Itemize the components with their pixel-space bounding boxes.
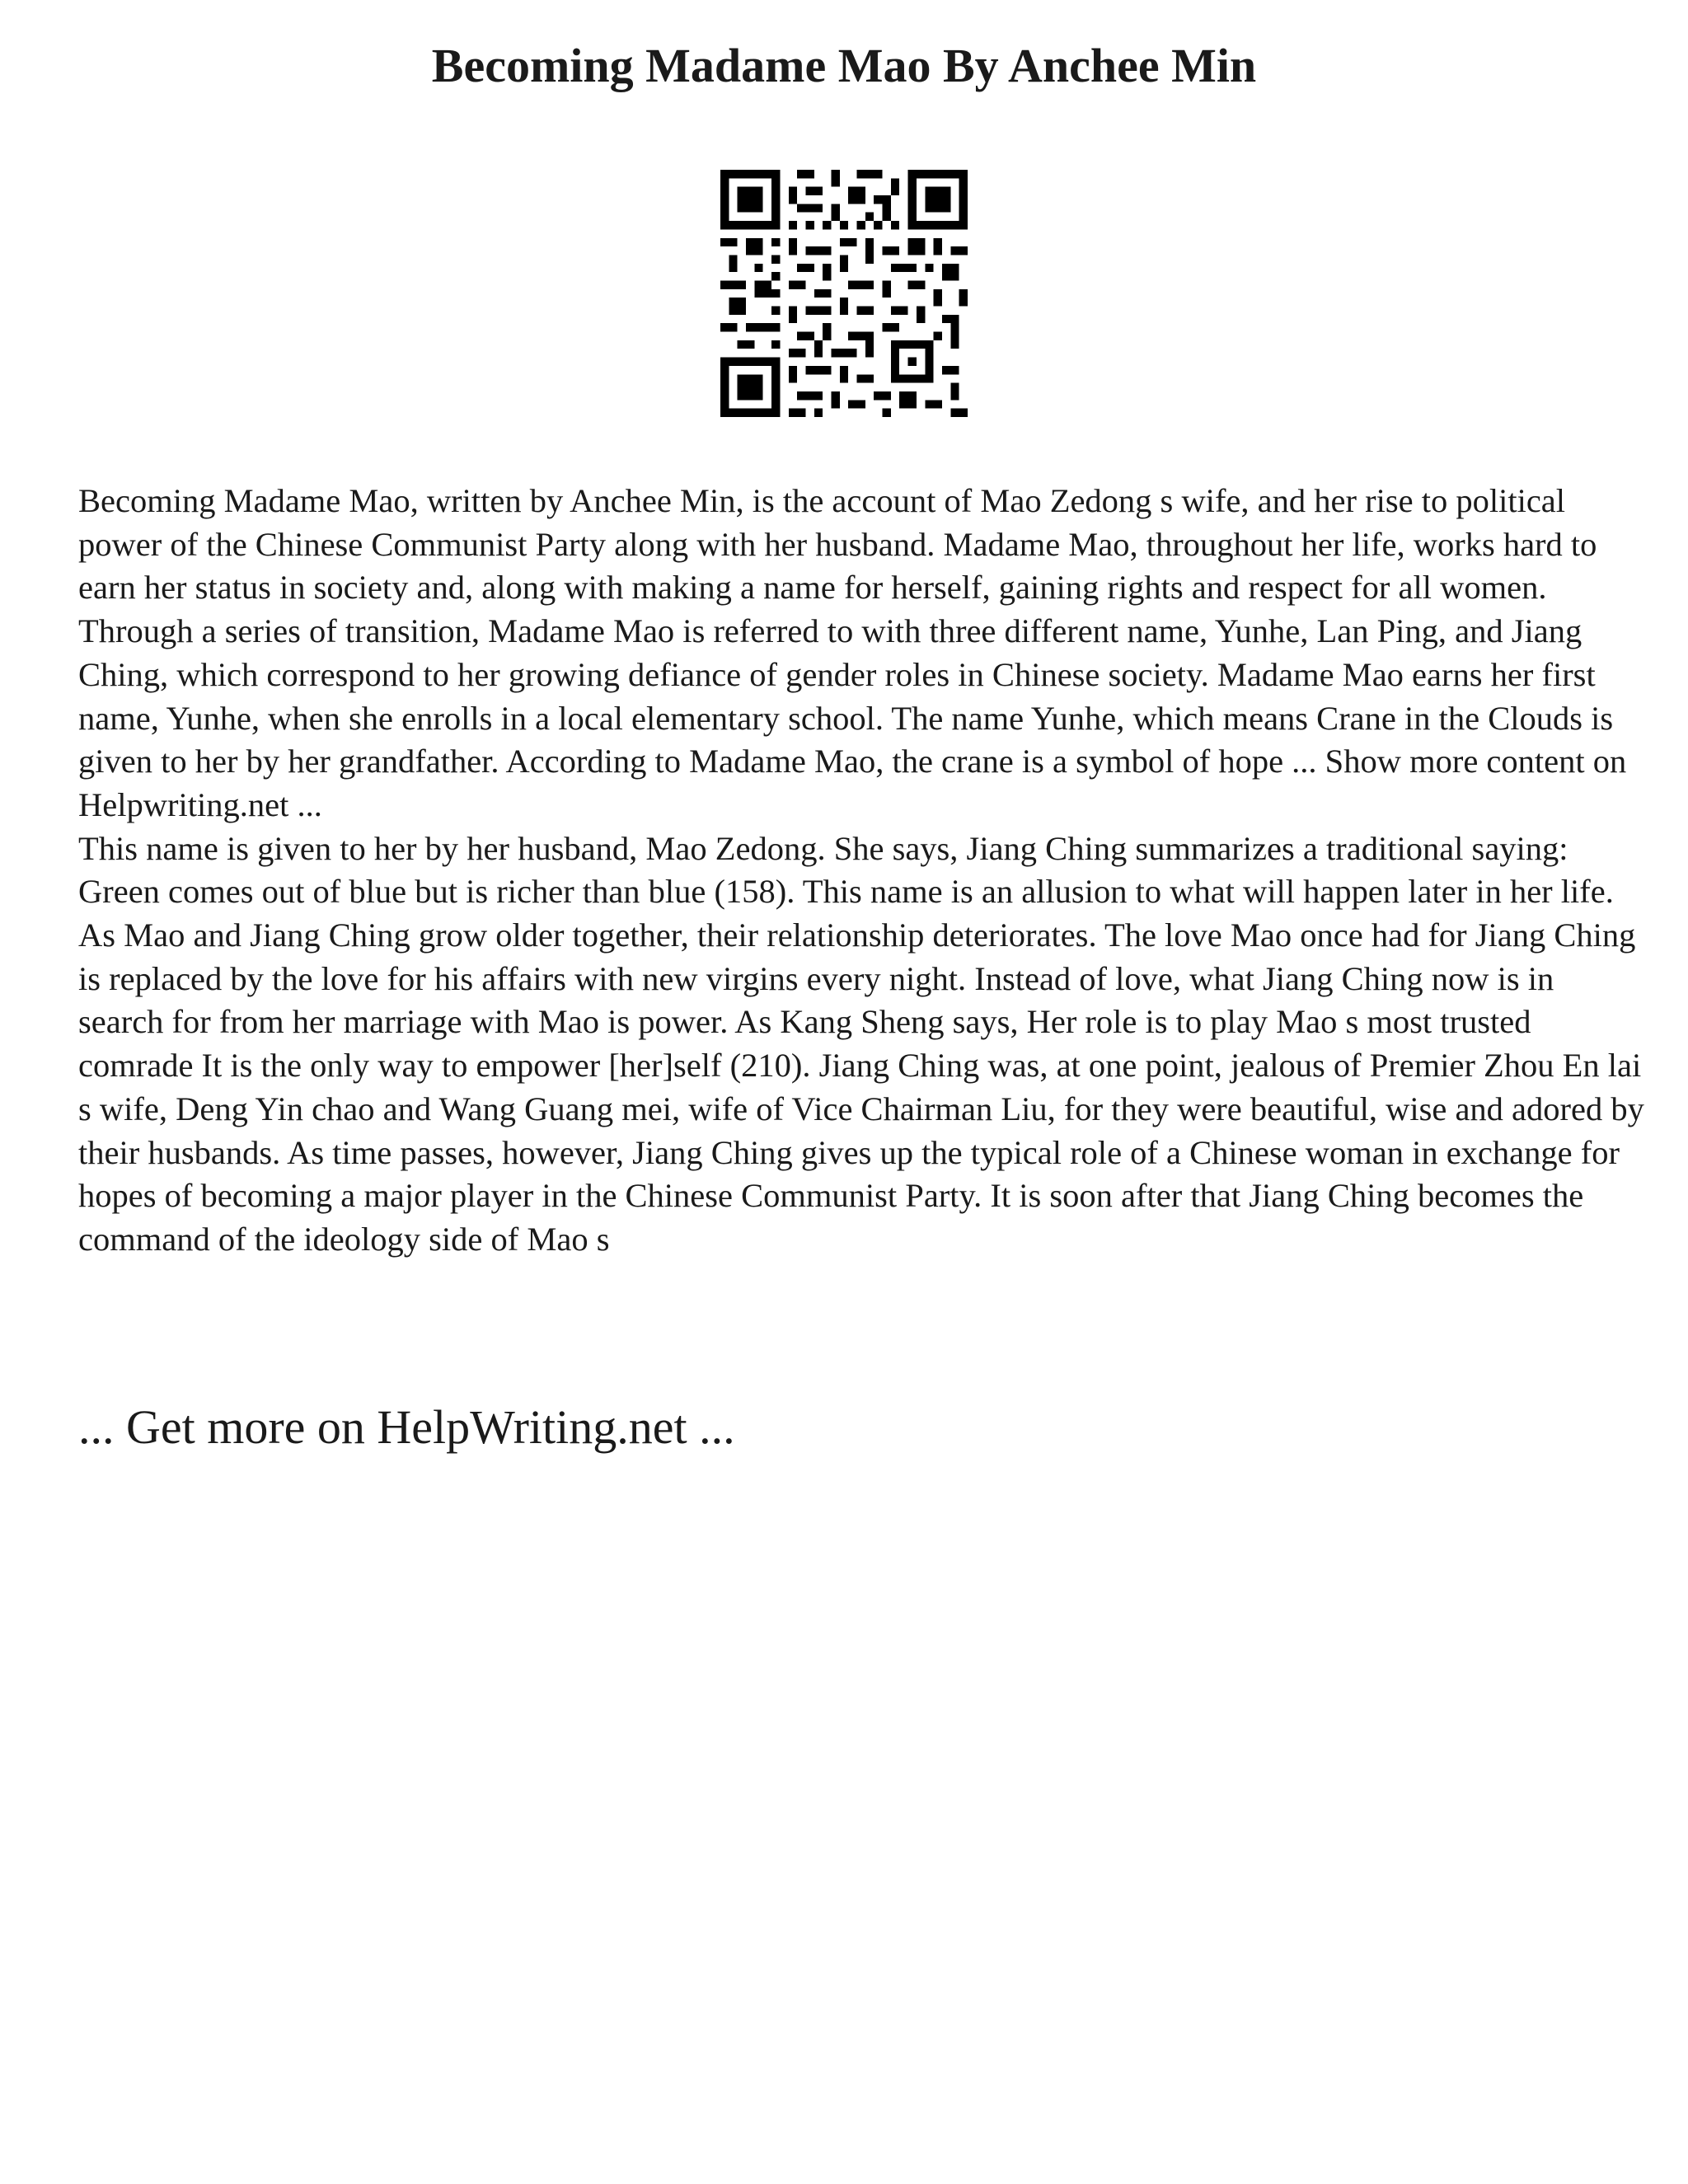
get-more-link[interactable]: ... Get more on HelpWriting.net ... [78,1400,735,1454]
paragraph-1: Becoming Madame Mao, written by Anchee Min, is the account of Mao Zedong s wife, and her rise to political power of the Chinese Communist Party along with her husband. Madame Mao, throughout her life, works hard to earn her status in society and, along with making a name for herself, gaining rights and respect for all women. Through a series of transition, Madame Mao is referred to with three different name, Yunhe, Lan Ping, and Jiang Ching, which correspond to her growing defiance of gender roles in Chinese society. Madame Mao earns her first name, Yunhe, when she enrolls in a local elementary school. The name Yunhe, which means Crane in the Clouds is given to her by her grandfather. According to Madame Mao, the crane is a symbol of hope ... Show more content on Helpwriting.net ... [78,482,1627,823]
paragraph-2: This name is given to her by her husband, Mao Zedong. She says, Jiang Ching summarizes a traditional saying: Green comes out of blue but is richer than blue (158). This name is an allusion to what will happen later in her life. As Mao and Jiang Ching grow older together, their relationship deteriorates. The love Mao once had for Jiang Ching is replaced by the love for his affairs with new virgins every night. Instead of love, what Jiang Ching now is in search for from her marriage with Mao is power. As Kang Sheng says, Her role is to play Mao s most trusted comrade It is the only way to empower [her]self (210). Jiang Ching was, at one point, jealous of Premier Zhou En lai s wife, Deng Yin chao and Wang Guang mei, wife of Vice Chairman Liu, for they were beautiful, wise and adored by their husbands. As time passes, however, Jiang Ching gives up the typical role of a Chinese woman in exchange for hopes of becoming a major player in the Chinese Communist Party. It is soon after that Jiang Ching becomes the command of the ideology side of Mao s [78,829,1644,1258]
qr-code [720,170,968,417]
document-title: Becoming Madame Mao By Anchee Min [431,39,1257,92]
qr-code-graphic [720,170,968,417]
article-body [78,480,1644,1262]
